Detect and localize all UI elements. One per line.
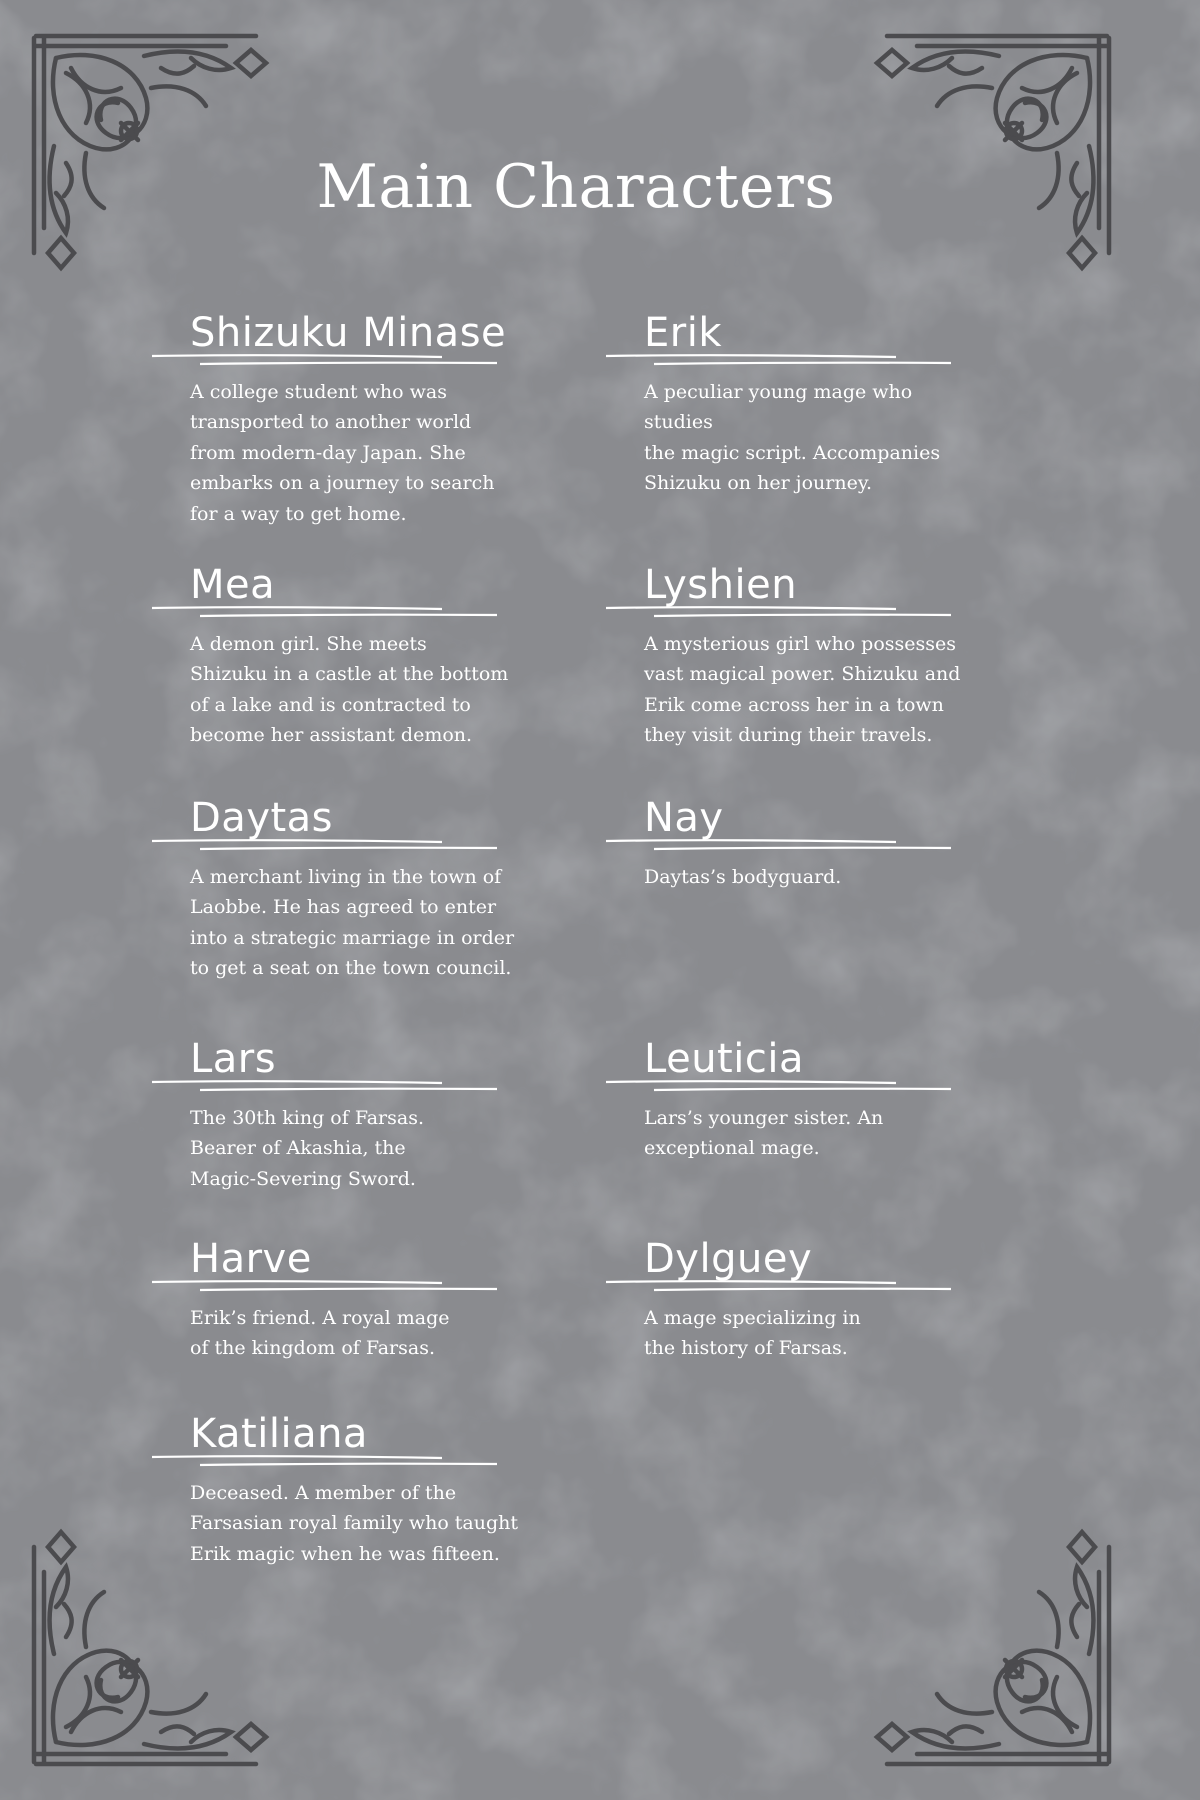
character-description: The 30th king of Farsas. Bearer of Akashia, the Magic-Severing Sword. xyxy=(190,1107,424,1190)
character-name: Lyshien xyxy=(644,562,798,608)
character-name: Shizuku Minase xyxy=(190,310,507,356)
character-description: A peculiar young mage who studies the magic script. Accompanies Shizuku on her journey. xyxy=(644,381,941,495)
underline-divider xyxy=(152,1454,497,1468)
underline-divider xyxy=(606,353,951,367)
character-entry xyxy=(606,794,966,892)
underline-divider xyxy=(152,605,497,619)
character-description: A demon girl. She meets Shizuku in a castle at the bottom of a lake and is contracted to become her assistant demon. xyxy=(190,633,509,747)
page-title: Main Characters xyxy=(316,152,836,222)
character-description: A merchant living in the town of Laobbe. He has agreed to enter into a strategic marriage in order to get a seat on the town council. xyxy=(190,866,515,980)
character-name: Mea xyxy=(190,562,276,608)
corner-ornament-top-right xyxy=(872,28,1117,273)
character-description: Daytas’s bodyguard. xyxy=(644,866,842,888)
underline-divider xyxy=(152,1279,497,1293)
character-entry xyxy=(606,1035,966,1164)
character-name: Daytas xyxy=(190,795,334,841)
character-entry xyxy=(152,309,512,529)
character-name: Leuticia xyxy=(644,1036,804,1082)
character-entry xyxy=(152,794,515,984)
character-description: A college student who was transported to another world from modern-day Japan. She embarks on a journey to search for a way to get home. xyxy=(190,381,495,525)
character-entry xyxy=(152,1035,512,1194)
underline-divider xyxy=(606,838,951,852)
character-entry xyxy=(606,309,966,499)
character-description: Erik’s friend. A royal mage of the kingdom of Farsas. xyxy=(190,1307,450,1360)
character-entry xyxy=(152,1410,519,1569)
corner-ornament-top-left xyxy=(26,28,271,273)
corner-ornament-bottom-right xyxy=(872,1527,1117,1772)
character-entry xyxy=(152,561,512,751)
character-name: Dylguey xyxy=(644,1236,813,1282)
underline-divider xyxy=(152,838,497,852)
character-entry xyxy=(606,561,966,751)
character-description: A mage specializing in the history of Farsas. xyxy=(644,1307,861,1360)
character-name: Erik xyxy=(644,310,722,356)
character-name: Nay xyxy=(644,795,724,841)
underline-divider xyxy=(606,1079,951,1093)
underline-divider xyxy=(606,605,951,619)
character-entry xyxy=(152,1235,512,1364)
character-description: Lars’s younger sister. An exceptional mage. xyxy=(644,1107,884,1160)
underline-divider xyxy=(606,1279,951,1293)
character-entry xyxy=(606,1235,966,1364)
character-description: Deceased. A member of the Farsasian royal family who taught Erik magic when he was fifteen. xyxy=(190,1482,519,1565)
character-name: Lars xyxy=(190,1036,277,1082)
underline-divider xyxy=(152,1079,497,1093)
character-description: A mysterious girl who possesses vast magical power. Shizuku and Erik come across her in a town they visit during their travels. xyxy=(644,633,961,747)
character-name: Harve xyxy=(190,1236,312,1282)
character-name: Katiliana xyxy=(190,1411,368,1457)
